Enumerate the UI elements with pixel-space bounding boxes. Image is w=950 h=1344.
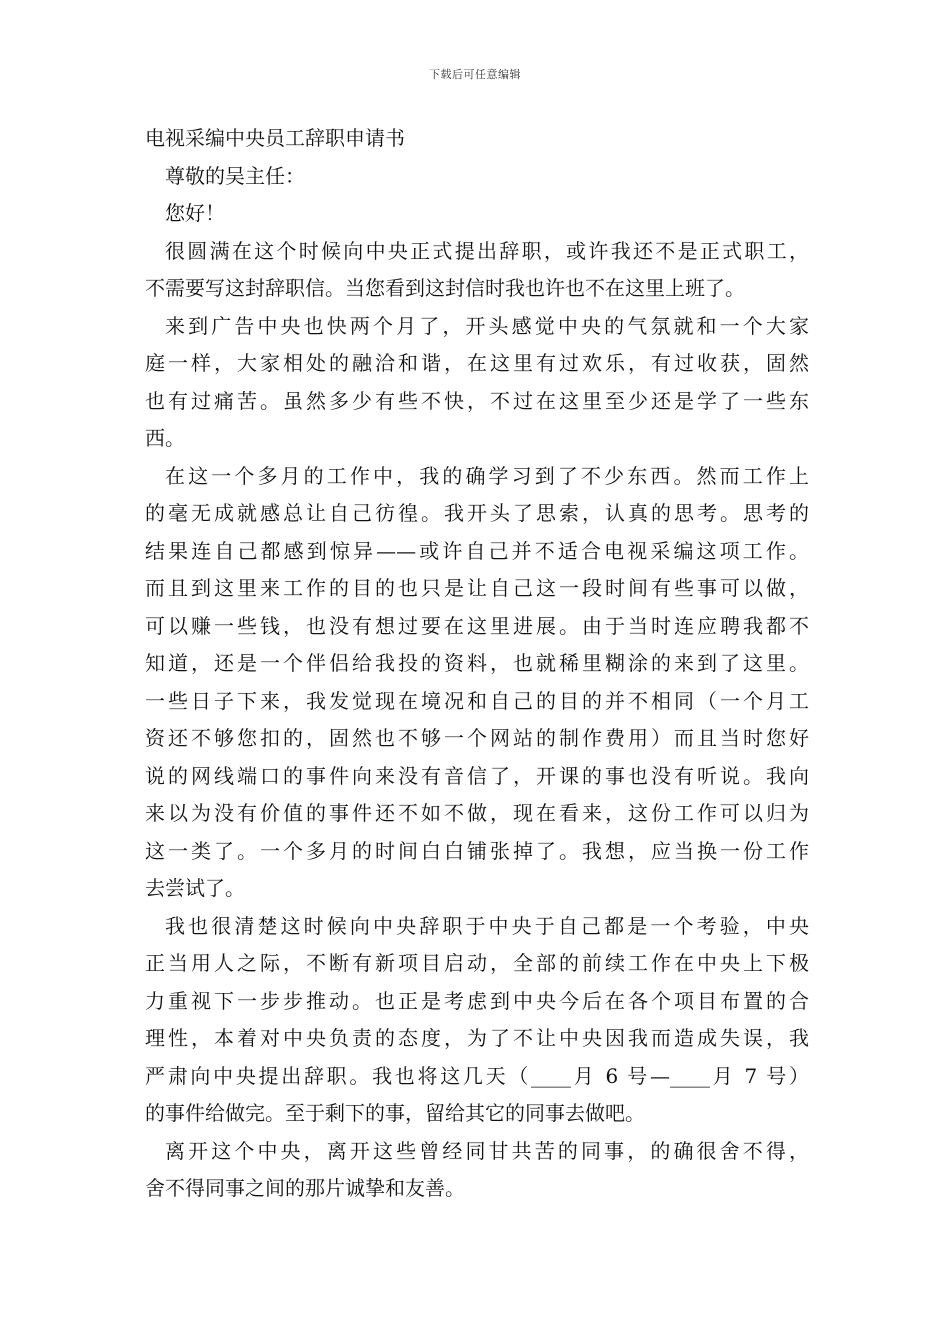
paragraph-line: 离开这个中央，离开这些曾经同甘共苦的同事，的确很舍不得， bbox=[165, 1138, 809, 1163]
paragraph-line: 来到广告中央也快两个月了，开头感觉中央的气氛就和一个大家 bbox=[165, 313, 809, 338]
paragraph-line: 不需要写这封辞职信。当您看到这封信时我也许也不在这里上班了。 bbox=[145, 276, 745, 300]
paragraph-line: 在这一个多月的工作中，我的确学习到了不少东西。然而工作上 bbox=[165, 463, 809, 488]
paragraph-line: 结果连自己都感到惊异——或许自己并不适合电视采编这项工作。 bbox=[145, 538, 809, 563]
paragraph bbox=[145, 1133, 809, 1208]
paragraph-line: 知道，还是一个伴侣给我投的资料，也就稀里糊涂的来到了这里。 bbox=[145, 651, 809, 675]
paragraph-line: 庭一样，大家相处的融洽和谐，在这里有过欢乐，有过收获，固然 bbox=[145, 351, 809, 375]
paragraph-line: 理性，本着对中央负责的态度，为了不让中央因我而造成失误，我 bbox=[145, 1026, 809, 1050]
paragraph bbox=[145, 233, 809, 308]
paragraph-line: 西。 bbox=[145, 426, 185, 450]
paragraph-line: 一些日子下来，我发觉现在境况和自己的目的并不相同（一个月工 bbox=[145, 688, 809, 713]
letter-body bbox=[145, 120, 809, 1208]
paragraph-line: 去尝试了。 bbox=[145, 876, 245, 900]
paragraph bbox=[145, 308, 809, 458]
paragraph-line: 说的网线端口的事件向来没有音信了，开课的事也没有听说。我向 bbox=[145, 763, 809, 788]
greeting: 您好！ bbox=[165, 201, 225, 225]
paragraph-line: 可以赚一些钱，也没有想过要在这里进展。由于当时连应聘我都不 bbox=[145, 613, 809, 638]
paragraph-line: 我也很清楚这时候向中央辞职于中央于自己都是一个考验，中央 bbox=[165, 913, 809, 938]
paragraph-line: 资还不够您扣的，固然也不够一个网站的制作费用）而且当时您好 bbox=[145, 726, 809, 750]
paragraph-line: 而且到这里来工作的目的也只是让自己这一段时间有些事可以做， bbox=[145, 576, 809, 600]
paragraph-line: 很圆满在这个时候向中央正式提出辞职，或许我还不是正式职工， bbox=[165, 238, 809, 263]
paragraph bbox=[145, 458, 809, 908]
paragraphs bbox=[145, 233, 809, 1208]
paragraph-line: 严肃向中央提出辞职。我也将这几天（____月 6 号—____月 7 号） bbox=[145, 1063, 809, 1088]
paragraph bbox=[145, 908, 809, 1133]
paragraph-line: 力重视下一步步推动。也正是考虑到中央今后在各个项目布置的合 bbox=[145, 988, 809, 1013]
paragraph-line: 来以为没有价值的事件还不如不做，现在看来，这份工作可以归为 bbox=[145, 801, 809, 825]
salutation: 尊敬的吴主任： bbox=[165, 163, 305, 188]
document-title: 电视采编中央员工辞职申请书 bbox=[145, 126, 405, 150]
paragraph-line: 也有过痛苦。虽然多少有些不快，不过在这里至少还是学了一些东 bbox=[145, 388, 809, 413]
paragraph-line: 的事件给做完。至于剩下的事，留给其它的同事去做吧。 bbox=[145, 1101, 645, 1125]
paragraph-line: 舍不得同事之间的那片诚挚和友善。 bbox=[145, 1176, 465, 1200]
header-note: 下载后可任意编辑 bbox=[429, 68, 521, 81]
paragraph-line: 的毫无成就感总让自己彷徨。我开头了思索，认真的思考。思考的 bbox=[145, 501, 809, 525]
paragraph-line: 正当用人之际，不断有新项目启动，全部的前续工作在中央上下极 bbox=[145, 951, 809, 975]
paragraph-line: 这一类了。一个多月的时间白白铺张掉了。我想，应当换一份工作 bbox=[145, 838, 809, 863]
